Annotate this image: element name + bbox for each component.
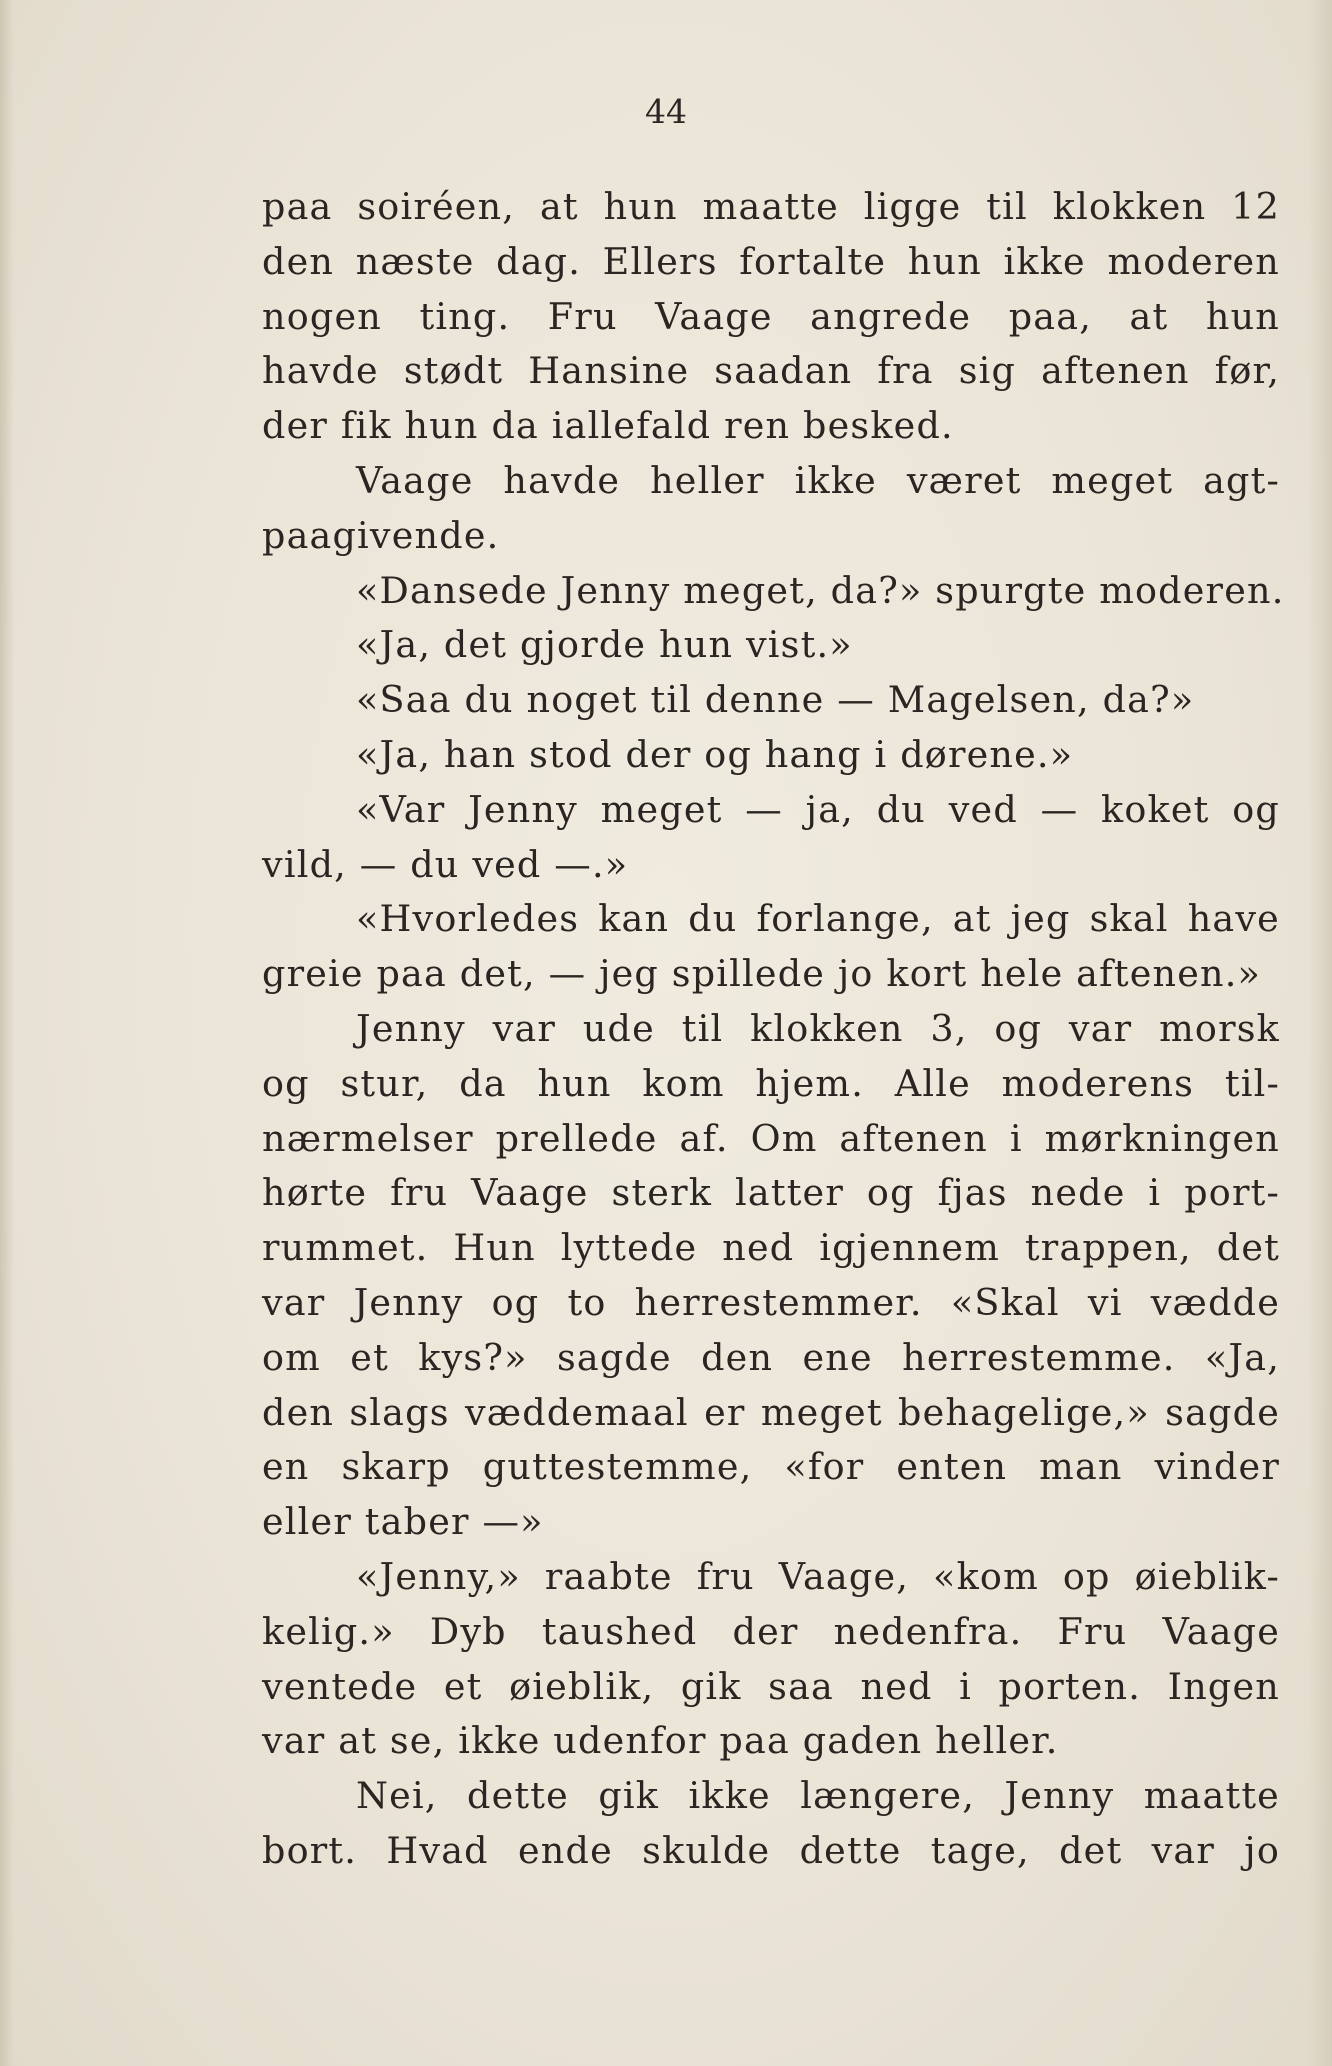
page-right-edge — [1308, 0, 1332, 2066]
text-line: paa soiréen, at hun maatte ligge til klokken 12 — [262, 185, 1280, 228]
page-left-edge — [0, 0, 14, 2066]
text-line: den slags væddemaal er meget behagelige,» sagde — [262, 1390, 1280, 1434]
text-line: «Jenny,» raabte fru Vaage, «kom op øieblik- — [356, 1554, 1280, 1598]
text-line: «Hvorledes kan du forlange, at jeg skal have — [356, 897, 1280, 941]
text-line: var at se, ikke udenfor paa gaden heller. — [262, 1719, 1059, 1763]
text-line: «Ja, det gjorde hun vist.» — [356, 623, 853, 667]
text-line: om et kys?» sagde den ene herrestemme. «Ja, — [262, 1335, 1280, 1379]
text-line: nærmelser prellede af. Om aftenen i mørkningen — [262, 1116, 1280, 1160]
text-line: «Var Jenny meget — ja, du ved — koket og — [356, 787, 1280, 831]
text-line: der fik hun da iallefald ren besked. — [262, 404, 954, 448]
text-line: Jenny var ude til klokken 3, og var morsk — [356, 1006, 1280, 1050]
text-line: bort. Hvad ende skulde dette tage, det var jo — [262, 1828, 1280, 1872]
text-line: greie paa det, — jeg spillede jo kort hele aftenen.» — [262, 952, 1262, 996]
text-line: ventede et øieblik, gik saa ned i porten. Ingen — [262, 1664, 1280, 1708]
text-line: Nei, dette gik ikke længere, Jenny maatte — [356, 1774, 1280, 1818]
text-line: «Dansede Jenny meget, da?» spurgte moderen. — [356, 568, 1285, 612]
text-line: «Ja, han stod der og hang i dørene.» — [356, 732, 1074, 776]
text-line: en skarp guttestemme, «for enten man vinder — [262, 1445, 1280, 1489]
text-line: var Jenny og to herrestemmer. «Skal vi vædde — [262, 1280, 1280, 1324]
text-line: rummet. Hun lyttede ned igjennem trappen, det — [262, 1226, 1280, 1270]
text-line: havde stødt Hansine saadan fra sig aftenen før, — [262, 349, 1280, 393]
text-line: nogen ting. Fru Vaage angrede paa, at hun — [262, 294, 1280, 338]
text-line: kelig.» Dyb taushed der nedenfra. Fru Vaage — [262, 1609, 1280, 1653]
text-line: den næste dag. Ellers fortalte hun ikke moderen — [262, 239, 1280, 283]
text-line: vild, — du ved —.» — [262, 842, 629, 886]
text-line: eller taber —» — [262, 1500, 544, 1544]
text-line: paagivende. — [262, 513, 500, 557]
text-line: hørte fru Vaage sterk latter og fjas nede i port- — [262, 1171, 1280, 1215]
text-line: og stur, da hun kom hjem. Alle moderens til- — [262, 1061, 1280, 1105]
text-line: Vaage havde heller ikke været meget agt- — [356, 458, 1280, 502]
text-line: «Saa du noget til denne — Magelsen, da?» — [356, 678, 1195, 722]
page-number: 44 — [645, 92, 687, 131]
body-text — [262, 180, 1285, 1879]
